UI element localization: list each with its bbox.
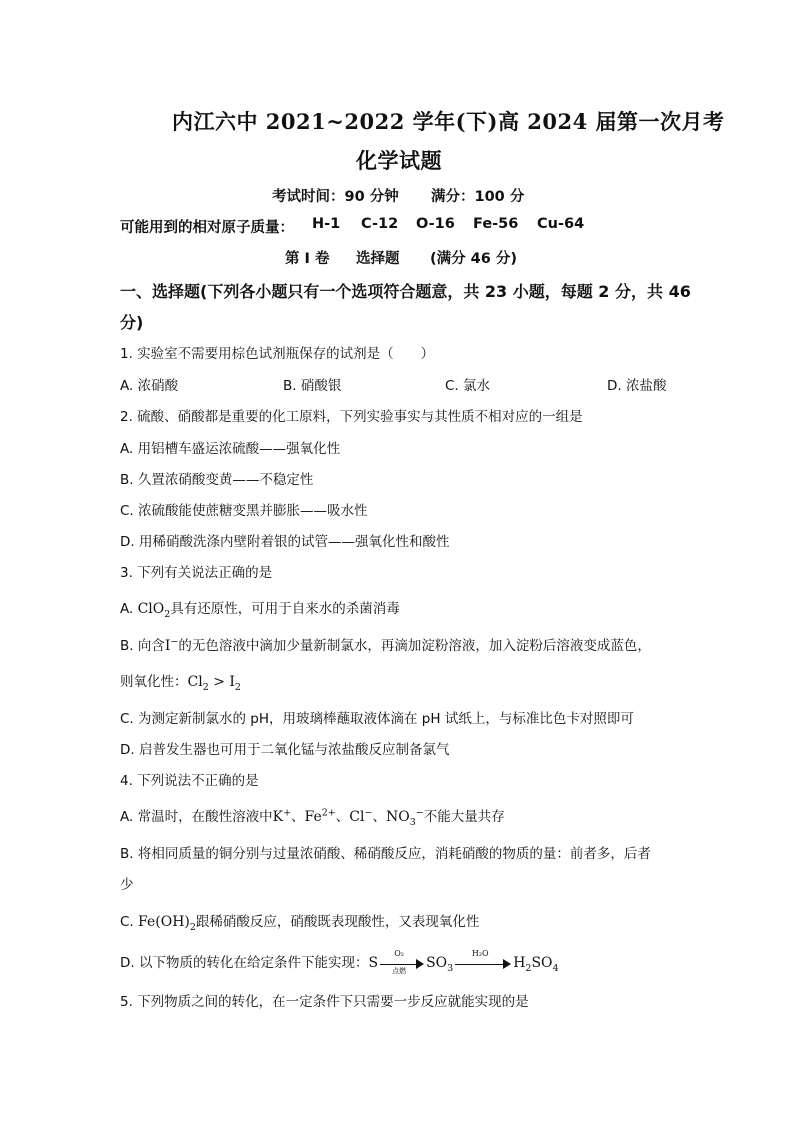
question-4-stem: 4. 下列说法不正确的是	[120, 773, 259, 789]
formula-subscript: 4	[552, 962, 559, 974]
formula-text: SO	[531, 955, 553, 971]
question-3-option-b-line2	[120, 670, 241, 693]
arrow-condition-below: 点燃	[392, 967, 407, 975]
question-2-option-c: C. 浓硫酸能使蔗糖变黑并膨胀——吸水性	[120, 503, 368, 519]
formula-text: SO	[426, 955, 448, 971]
formula-text: Fe	[304, 809, 322, 825]
exam-time: 考试时间：90 分钟	[272, 189, 399, 205]
formula-sulfur: S	[368, 955, 379, 971]
atomic-mass-c: C-12	[361, 216, 399, 232]
question-3-option-a	[120, 597, 400, 620]
full-score: 满分：100 分	[431, 189, 525, 205]
formula-superscript: 2+	[321, 807, 336, 819]
atomic-mass-label: 可能用到的相对原子质量：	[120, 220, 294, 236]
formula-text: Cl	[187, 674, 203, 690]
option-text: 不能大量共存	[423, 809, 505, 825]
question-3-option-c: C. 为测定新制氯水的 pH，用玻璃棒蘸取液体滴在 pH 试纸上，与标准比色卡对照即可	[120, 711, 634, 727]
formula-k-ion	[273, 809, 291, 825]
formula-subscript: 2	[525, 962, 532, 974]
formula-cl-ion	[349, 809, 372, 825]
question-3-stem: 3. 下列有关说法正确的是	[120, 565, 273, 581]
formula-subscript: 2	[164, 608, 171, 620]
formula-iron-hydroxide	[138, 914, 196, 933]
formula-subscript: 3	[447, 962, 454, 974]
formula-clo2	[137, 601, 171, 620]
arrow-line	[380, 964, 418, 965]
formula-iodide	[165, 638, 179, 654]
separator: 、	[372, 809, 386, 825]
arrow-line	[455, 964, 505, 965]
formula-h2so4	[513, 955, 559, 974]
question-1-stem: 1. 实验室不需要用棕色试剂瓶保存的试剂是（ ）	[120, 346, 435, 362]
section-heading-line2: 分)	[120, 313, 144, 332]
option-text: A. 常温时，在酸性溶液中	[120, 809, 273, 825]
separator: 、	[291, 809, 305, 825]
formula-nitrate-ion	[385, 807, 424, 828]
formula-text: H	[513, 955, 526, 971]
atomic-mass-cu: Cu-64	[537, 216, 585, 232]
question-4-option-d	[120, 949, 559, 975]
formula-fe-ion	[305, 809, 336, 825]
arrow-head	[503, 959, 511, 969]
reaction-arrow-1	[380, 949, 424, 975]
reaction-arrow-2	[455, 949, 511, 970]
volume-score: (满分 46 分)	[430, 251, 518, 267]
formula-so3	[426, 955, 454, 974]
option-text: B. 向含	[120, 638, 165, 654]
volume-type: 选择题	[356, 251, 400, 267]
formula-text: ClO	[137, 601, 165, 617]
option-text: D. 以下物质的转化在给定条件下能实现：	[120, 955, 369, 971]
option-text: 跟稀硝酸反应，硝酸既表现酸性，又表现氧化性	[195, 914, 480, 930]
arrow-condition-above: O₂	[394, 949, 404, 958]
atomic-mass-h: H-1	[312, 216, 341, 232]
question-1-option-d: D. 浓盐酸	[607, 378, 667, 394]
question-2-stem: 2. 硫酸、硝酸都是重要的化工原料，下列实验事实与其性质不相对应的一组是	[120, 409, 583, 425]
question-1-option-c: C. 氯水	[445, 378, 491, 394]
formula-subscript: 2	[234, 681, 241, 693]
formula-subscript: 3	[409, 816, 416, 828]
atomic-mass-o: O-16	[416, 216, 455, 232]
option-prefix: A.	[120, 601, 138, 617]
question-2-option-d: D. 用稀硝酸洗涤内壁附着银的试管——强氧化性和酸性	[120, 534, 450, 550]
question-5-stem: 5. 下列物质之间的转化，在一定条件下只需要一步反应就能实现的是	[120, 994, 529, 1010]
formula-superscript: −	[170, 636, 179, 648]
formula-text: NO	[385, 809, 410, 825]
exam-title: 内江六中 2021~2022 学年(下)高 2024 届第一次月考	[172, 109, 725, 134]
option-text: 具有还原性，可用于自来水的杀菌消毒	[170, 601, 400, 617]
formula-subscript: 2	[189, 921, 196, 933]
exam-subject: 化学试题	[356, 148, 442, 173]
option-prefix: C.	[120, 914, 139, 930]
option-text: 则氧化性：	[120, 674, 188, 690]
section-heading-line1: 一、选择题(下列各小题只有一个选项符合题意，共 23 小题，每题 2 分，共 46	[120, 282, 691, 301]
question-4-option-a	[120, 805, 505, 828]
question-1-option-b: B. 硝酸银	[283, 378, 342, 394]
atomic-mass-fe: Fe-56	[473, 216, 519, 232]
formula-oxidizing-order	[187, 674, 241, 693]
question-3-option-b-line1	[120, 634, 651, 654]
question-1-option-a: A. 浓硝酸	[120, 378, 179, 394]
formula-subscript: 2	[202, 681, 209, 693]
question-2-option-b: B. 久置浓硝酸变黄——不稳定性	[120, 472, 314, 488]
separator: 、	[335, 809, 350, 825]
question-3-option-d: D. 启普发生器也可用于二氧化锰与浓盐酸反应制备氯气	[120, 742, 450, 758]
formula-superscript: −	[364, 807, 373, 819]
question-4-option-b-line1: B. 将相同质量的铜分别与过量浓硝酸、稀硝酸反应，消耗硝酸的物质的量：前者多，后者	[120, 846, 651, 862]
formula-text: K	[272, 809, 284, 825]
question-2-option-a: A. 用铝槽车盛运浓硫酸——强氧化性	[120, 441, 341, 457]
formula-superscript: +	[283, 807, 292, 819]
question-4-option-c	[120, 910, 480, 933]
arrow-condition-above: H₂O	[471, 949, 489, 958]
volume-label: 第 I 卷	[285, 251, 330, 267]
option-text: 的无色溶液中滴加少量新制氯水，再滴加淀粉溶液，加入淀粉后溶液变成蓝色，	[178, 638, 651, 654]
question-4-option-b-line2: 少	[120, 877, 134, 893]
formula-operator: >	[208, 674, 230, 690]
formula-text: I	[164, 638, 171, 654]
formula-text: Cl	[349, 809, 365, 825]
formula-superscript: −	[415, 807, 424, 819]
formula-text: I	[229, 674, 235, 690]
formula-text: Fe(OH)	[138, 914, 190, 930]
